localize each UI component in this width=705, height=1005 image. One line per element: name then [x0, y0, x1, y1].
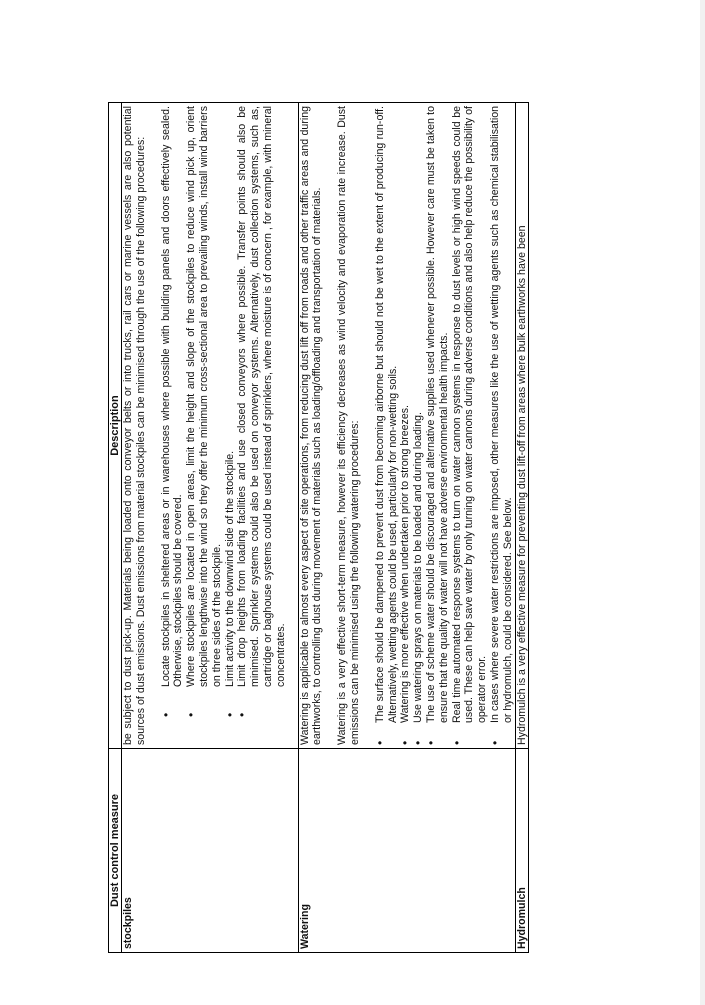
description-watering — [298, 103, 515, 749]
list-item: • Watering is more effective when undertaken prior to strong breezes. — [399, 106, 412, 745]
list-item: • Limit activity to the downwind side of the stockpile. — [224, 106, 237, 745]
watering-para-1: Watering is applicable to almost every aspect of site operations, from reducing dust lift off from roads and other traffic areas and during earthworks, to controlling dust during movement of materials such as loading/offloading and transportation of materials. — [298, 106, 324, 745]
measure-hydromulch: Hydromulch — [515, 749, 529, 953]
scan-edge-shadow — [700, 0, 705, 1005]
list-item: • Where stockpiles are located in open areas, limit the height and slope of the stockpiles to reduce wind pick up, orient stockpiles lengthwise into the wind so they offer the minimum cross-sectional area to prevailing winds, install wind barriers on three sides of the stockpile. — [185, 106, 223, 745]
dust-control-table — [108, 102, 529, 953]
watering-bullet-list — [374, 106, 515, 745]
list-item: • Real time automated response systems to turn on water cannon systems in response to dust levels or high wind speeds could be used. These can help save water by only turning on water cannons during adverse conditions and also help reduce the possibility of operator error. — [451, 106, 489, 745]
list-item: • The use of scheme water should be discouraged and alternative supplies used whenever possible. However care must be taken to ensure that the quality of water will not have adverse environmental health impacts. — [425, 106, 451, 745]
list-item: • Limit drop heights from loading facilities and use closed conveyors where possible. Transfer points should also be minimised. Sprinkler systems could also be used on conveyor systems. Alternatively, dust collection systems, such as, cartridge or baghouse systems could be used instead of sprinklers, where moisture is of concern , for example, with mineral concentrates. — [236, 106, 287, 745]
measure-watering: Watering — [298, 749, 515, 953]
watering-para-2: Watering is a very effective short-term measure, however its efficiency decreases as wind velocity and evaporation rate increase. Dust emissions can be minimised using the following watering procedures: — [336, 106, 361, 745]
list-item: • Locate stockpiles in sheltered areas or in warehouses where possible with building panels and doors effectively sealed. Otherwise, stockpiles should be covered. — [160, 106, 186, 745]
measure-stockpiles: stockpiles — [122, 749, 299, 953]
description-stockpiles — [122, 103, 299, 749]
list-item: • In cases where severe water restrictions are imposed, other measures like the use of wetting agents such as chemical stabilisation or hydromulch, could be considered. See below. — [489, 106, 515, 745]
table-header-row — [109, 103, 122, 953]
stockpiles-bullet-list — [160, 106, 288, 745]
list-item: • The surface should be dampened to prevent dust from becoming airborne but should not be wet to the extent of producing run-off. Alternatively, wetting agents could be used, particularly for non-wetting soils. — [374, 106, 400, 745]
table-row-hydromulch — [515, 103, 529, 953]
header-description: Description — [109, 103, 122, 749]
list-item: • Use watering sprays on materials to be loaded and during loading. — [412, 106, 425, 745]
description-hydromulch: Hydromulch is a very effective measure for preventing dust lift-off from areas where bulk earthworks have been — [515, 103, 529, 749]
table-row-stockpiles — [122, 103, 299, 953]
rotated-page-content — [108, 103, 583, 953]
header-dust-control-measure: Dust control measure — [109, 749, 122, 953]
stockpiles-intro: be subject to dust pick-up. Materials being loaded onto conveyor belts or into trucks, rail cars or marine vessels are also potential sources of dust emissions. Dust emissions from material stockpiles can be minimised through the use of the following procedures: — [122, 106, 147, 745]
table-row-watering — [298, 103, 515, 953]
